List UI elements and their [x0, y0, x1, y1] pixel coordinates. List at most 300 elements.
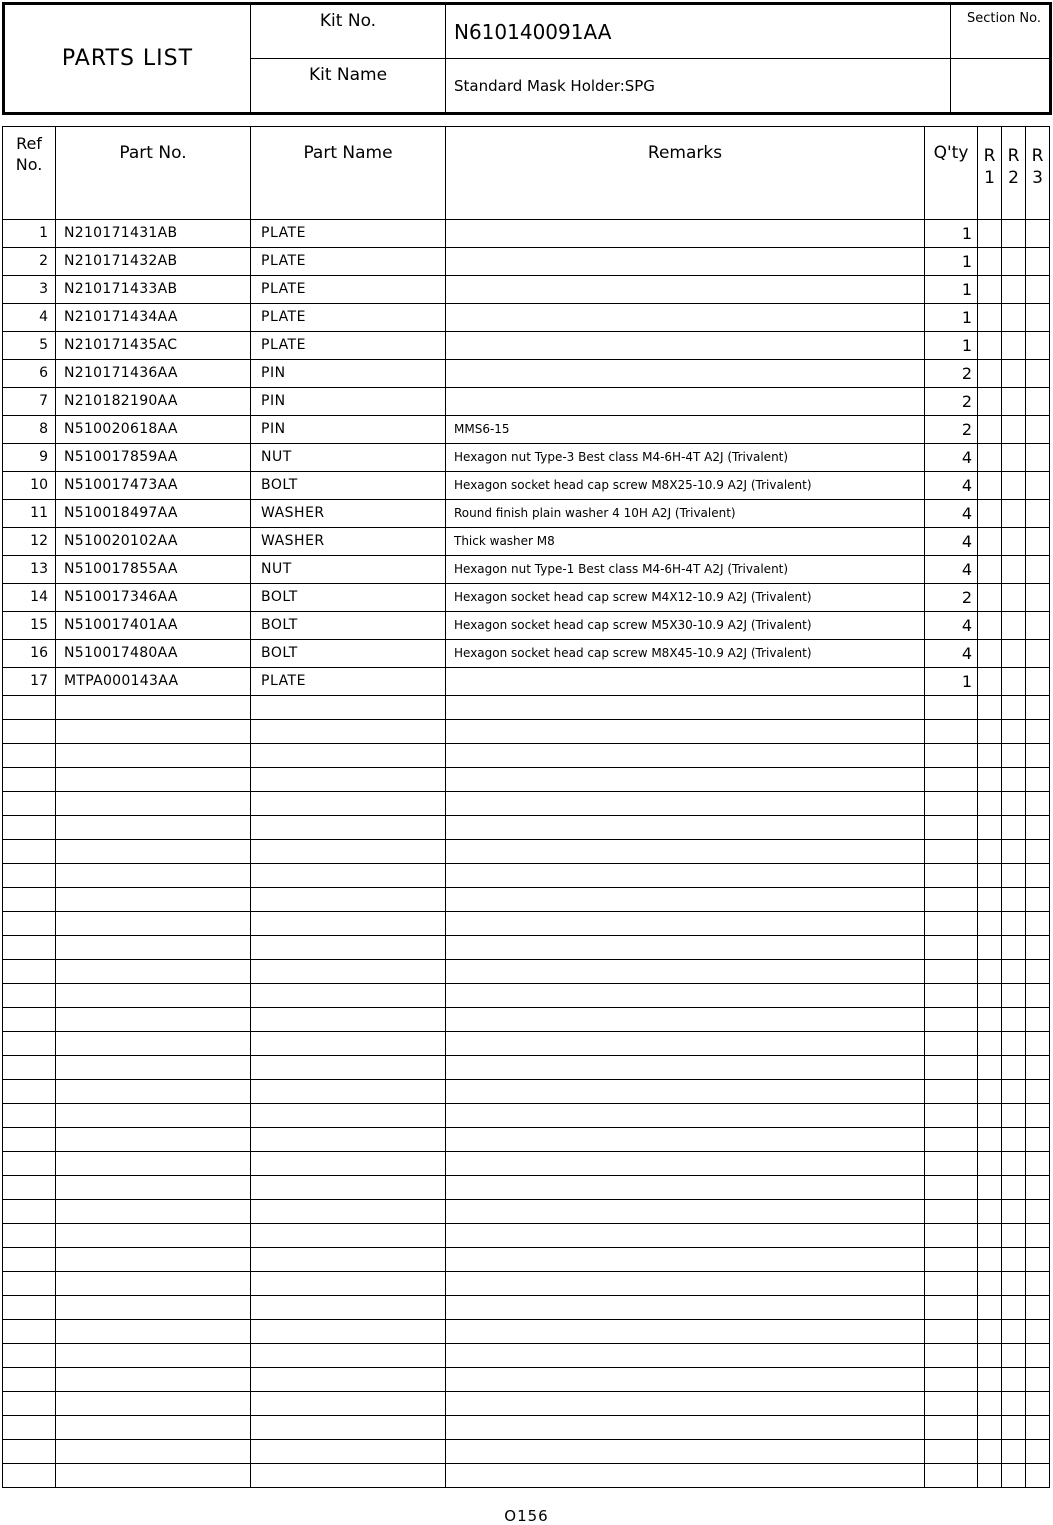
col-header-ref-no: [3, 127, 56, 220]
cell-part-no: [56, 1464, 251, 1488]
cell-part-name: [251, 792, 446, 816]
empty-table-row: [3, 720, 1050, 744]
cell-r3: [1026, 1224, 1050, 1248]
cell-remarks: Hexagon socket head cap screw M4X12-10.9 A2J (Trivalent): [446, 584, 925, 612]
cell-remarks: Thick washer M8: [446, 528, 925, 556]
cell-r1: [978, 360, 1002, 388]
cell-qty: [925, 1152, 978, 1176]
cell-ref-no: 8: [3, 416, 56, 444]
cell-remarks: [446, 248, 925, 276]
cell-r2: [1002, 936, 1026, 960]
cell-part-no: N210171432AB: [56, 248, 251, 276]
cell-part-name: [251, 960, 446, 984]
empty-table-row: [3, 792, 1050, 816]
cell-part-name: [251, 984, 446, 1008]
cell-part-name: NUT: [251, 444, 446, 472]
cell-r3: [1026, 1152, 1050, 1176]
cell-remarks: [446, 912, 925, 936]
cell-ref-no: [3, 792, 56, 816]
cell-r2: [1002, 640, 1026, 668]
col-header-qty: Q'ty: [925, 127, 978, 220]
cell-part-no: [56, 1104, 251, 1128]
cell-ref-no: [3, 1272, 56, 1296]
col-header-r2-a: R: [1007, 146, 1020, 166]
table-row: [3, 332, 1050, 360]
cell-part-no: N210171434AA: [56, 304, 251, 332]
cell-ref-no: [3, 936, 56, 960]
cell-r1: [978, 276, 1002, 304]
cell-ref-no: [3, 1248, 56, 1272]
cell-r3: [1026, 1128, 1050, 1152]
cell-remarks: [446, 220, 925, 248]
cell-part-name: [251, 1248, 446, 1272]
cell-r1: [978, 248, 1002, 276]
cell-qty: [925, 1320, 978, 1344]
cell-r2: [1002, 1176, 1026, 1200]
cell-r1: [978, 1224, 1002, 1248]
cell-ref-no: [3, 816, 56, 840]
table-row: [3, 304, 1050, 332]
cell-part-name: [251, 1080, 446, 1104]
cell-part-no: [56, 1368, 251, 1392]
cell-ref-no: [3, 1416, 56, 1440]
cell-r1: [978, 1392, 1002, 1416]
cell-part-no: [56, 936, 251, 960]
cell-r3: [1026, 1200, 1050, 1224]
cell-qty: [925, 936, 978, 960]
col-header-r3-a: R: [1031, 146, 1044, 166]
cell-remarks: [446, 744, 925, 768]
cell-part-name: [251, 1464, 446, 1488]
cell-part-name: [251, 696, 446, 720]
cell-r1: [978, 1200, 1002, 1224]
cell-ref-no: 9: [3, 444, 56, 472]
cell-r1: [978, 388, 1002, 416]
empty-table-row: [3, 1080, 1050, 1104]
cell-remarks: [446, 1272, 925, 1296]
cell-ref-no: [3, 1440, 56, 1464]
cell-ref-no: [3, 1296, 56, 1320]
empty-table-row: [3, 888, 1050, 912]
empty-table-row: [3, 1416, 1050, 1440]
cell-r1: [978, 500, 1002, 528]
cell-r3: [1026, 744, 1050, 768]
cell-remarks: [446, 1056, 925, 1080]
cell-qty: [925, 696, 978, 720]
cell-r3: [1026, 1008, 1050, 1032]
cell-ref-no: [3, 1464, 56, 1488]
col-header-part-name: Part Name: [251, 127, 446, 220]
cell-r1: [978, 1296, 1002, 1320]
cell-r2: [1002, 1272, 1026, 1296]
col-header-r1-a: R: [983, 146, 996, 166]
cell-r2: [1002, 768, 1026, 792]
empty-table-row: [3, 840, 1050, 864]
cell-r2: [1002, 1296, 1026, 1320]
cell-r2: [1002, 1248, 1026, 1272]
cell-remarks: [446, 1464, 925, 1488]
cell-r1: [978, 696, 1002, 720]
empty-table-row: [3, 744, 1050, 768]
cell-qty: [925, 816, 978, 840]
cell-r2: [1002, 1416, 1026, 1440]
cell-r1: [978, 1032, 1002, 1056]
cell-qty: 1: [925, 332, 978, 360]
cell-ref-no: 17: [3, 668, 56, 696]
cell-qty: 2: [925, 360, 978, 388]
cell-r3: [1026, 768, 1050, 792]
cell-ref-no: 4: [3, 304, 56, 332]
cell-qty: [925, 1440, 978, 1464]
cell-r3: [1026, 840, 1050, 864]
cell-part-name: [251, 1008, 446, 1032]
cell-r2: [1002, 304, 1026, 332]
cell-qty: [925, 1104, 978, 1128]
cell-r1: [978, 888, 1002, 912]
cell-r2: [1002, 416, 1026, 444]
cell-r2: [1002, 1392, 1026, 1416]
cell-qty: [925, 744, 978, 768]
cell-qty: [925, 1080, 978, 1104]
table-row: [3, 528, 1050, 556]
cell-part-no: [56, 1440, 251, 1464]
cell-ref-no: 7: [3, 388, 56, 416]
cell-part-name: PLATE: [251, 220, 446, 248]
cell-part-no: MTPA000143AA: [56, 668, 251, 696]
cell-part-name: [251, 864, 446, 888]
cell-r3: [1026, 472, 1050, 500]
section-no-label: Section No.: [951, 4, 1051, 59]
cell-remarks: [446, 960, 925, 984]
cell-remarks: [446, 720, 925, 744]
table-row: [3, 668, 1050, 696]
cell-part-name: PLATE: [251, 332, 446, 360]
empty-table-row: [3, 1224, 1050, 1248]
empty-table-row: [3, 912, 1050, 936]
cell-r1: [978, 612, 1002, 640]
cell-part-no: [56, 696, 251, 720]
cell-ref-no: 11: [3, 500, 56, 528]
col-header-r2: [1002, 127, 1026, 220]
empty-table-row: [3, 1272, 1050, 1296]
cell-part-no: [56, 864, 251, 888]
cell-part-name: [251, 816, 446, 840]
cell-remarks: Hexagon socket head cap screw M8X45-10.9 A2J (Trivalent): [446, 640, 925, 668]
col-header-remarks: Remarks: [446, 127, 925, 220]
cell-part-no: [56, 1248, 251, 1272]
parts-table-body: [3, 220, 1050, 1488]
cell-ref-no: 13: [3, 556, 56, 584]
cell-remarks: [446, 276, 925, 304]
cell-qty: 4: [925, 472, 978, 500]
cell-qty: 4: [925, 612, 978, 640]
cell-part-name: NUT: [251, 556, 446, 584]
cell-ref-no: [3, 1224, 56, 1248]
cell-r3: [1026, 668, 1050, 696]
cell-remarks: [446, 1224, 925, 1248]
cell-r1: [978, 220, 1002, 248]
cell-r2: [1002, 444, 1026, 472]
cell-r3: [1026, 388, 1050, 416]
cell-ref-no: [3, 744, 56, 768]
cell-remarks: [446, 1368, 925, 1392]
cell-r3: [1026, 1056, 1050, 1080]
cell-qty: [925, 864, 978, 888]
cell-part-name: [251, 1056, 446, 1080]
section-no-value: [951, 59, 1051, 114]
cell-ref-no: [3, 1056, 56, 1080]
empty-table-row: [3, 696, 1050, 720]
cell-r3: [1026, 1080, 1050, 1104]
empty-table-row: [3, 1032, 1050, 1056]
cell-remarks: [446, 984, 925, 1008]
cell-r2: [1002, 744, 1026, 768]
cell-remarks: Hexagon socket head cap screw M5X30-10.9 A2J (Trivalent): [446, 612, 925, 640]
cell-part-no: [56, 1032, 251, 1056]
cell-r1: [978, 1368, 1002, 1392]
cell-remarks: [446, 1008, 925, 1032]
cell-r1: [978, 1152, 1002, 1176]
kit-no-label: Kit No.: [251, 4, 446, 59]
cell-qty: [925, 960, 978, 984]
page-number: O156: [504, 1507, 549, 1525]
cell-part-name: [251, 1224, 446, 1248]
cell-remarks: [446, 668, 925, 696]
cell-remarks: [446, 1176, 925, 1200]
cell-remarks: [446, 360, 925, 388]
cell-qty: [925, 720, 978, 744]
cell-r1: [978, 556, 1002, 584]
cell-r2: [1002, 584, 1026, 612]
cell-qty: [925, 1200, 978, 1224]
cell-remarks: [446, 1392, 925, 1416]
cell-remarks: [446, 888, 925, 912]
cell-qty: [925, 912, 978, 936]
cell-r3: [1026, 816, 1050, 840]
cell-r1: [978, 304, 1002, 332]
table-header-row: [3, 127, 1050, 220]
cell-remarks: [446, 840, 925, 864]
cell-qty: 4: [925, 500, 978, 528]
cell-r1: [978, 1440, 1002, 1464]
cell-remarks: [446, 1200, 925, 1224]
cell-r3: [1026, 528, 1050, 556]
cell-r3: [1026, 276, 1050, 304]
cell-ref-no: 15: [3, 612, 56, 640]
empty-table-row: [3, 816, 1050, 840]
cell-r1: [978, 912, 1002, 936]
cell-qty: 4: [925, 444, 978, 472]
cell-r3: [1026, 332, 1050, 360]
cell-ref-no: 12: [3, 528, 56, 556]
cell-r1: [978, 864, 1002, 888]
cell-part-name: [251, 1416, 446, 1440]
cell-r1: [978, 332, 1002, 360]
cell-part-name: PLATE: [251, 248, 446, 276]
cell-qty: [925, 1056, 978, 1080]
cell-part-no: N210171431AB: [56, 220, 251, 248]
empty-table-row: [3, 984, 1050, 1008]
cell-r3: [1026, 1272, 1050, 1296]
table-row: [3, 248, 1050, 276]
cell-part-name: BOLT: [251, 640, 446, 668]
document-title: PARTS LIST: [4, 4, 251, 114]
cell-r3: [1026, 1464, 1050, 1488]
kit-no-value: N610140091AA: [446, 4, 951, 59]
cell-ref-no: [3, 720, 56, 744]
cell-r2: [1002, 888, 1026, 912]
cell-part-name: [251, 1032, 446, 1056]
parts-table: [2, 126, 1050, 1488]
cell-part-name: PLATE: [251, 276, 446, 304]
cell-r1: [978, 792, 1002, 816]
cell-qty: 2: [925, 416, 978, 444]
cell-r3: [1026, 1248, 1050, 1272]
kit-name-label: Kit Name: [251, 59, 446, 114]
cell-part-no: [56, 1320, 251, 1344]
cell-ref-no: [3, 960, 56, 984]
table-row: [3, 276, 1050, 304]
cell-ref-no: [3, 1392, 56, 1416]
cell-r1: [978, 472, 1002, 500]
cell-remarks: [446, 864, 925, 888]
cell-r2: [1002, 1464, 1026, 1488]
cell-r3: [1026, 612, 1050, 640]
cell-part-no: [56, 1416, 251, 1440]
cell-qty: [925, 1392, 978, 1416]
cell-part-name: [251, 912, 446, 936]
cell-remarks: [446, 1320, 925, 1344]
cell-part-no: N510018497AA: [56, 500, 251, 528]
cell-r2: [1002, 1128, 1026, 1152]
cell-qty: [925, 1464, 978, 1488]
cell-part-no: [56, 1200, 251, 1224]
cell-part-name: WASHER: [251, 528, 446, 556]
table-row: [3, 612, 1050, 640]
cell-r2: [1002, 912, 1026, 936]
cell-qty: 1: [925, 304, 978, 332]
cell-r3: [1026, 304, 1050, 332]
cell-r2: [1002, 276, 1026, 304]
cell-qty: [925, 1128, 978, 1152]
cell-qty: [925, 1176, 978, 1200]
cell-ref-no: [3, 1104, 56, 1128]
cell-part-no: [56, 960, 251, 984]
cell-part-no: [56, 1008, 251, 1032]
cell-remarks: [446, 1080, 925, 1104]
col-header-r1-b: 1: [984, 168, 995, 188]
cell-r2: [1002, 696, 1026, 720]
cell-r2: [1002, 864, 1026, 888]
cell-r3: [1026, 912, 1050, 936]
cell-part-name: BOLT: [251, 472, 446, 500]
cell-ref-no: [3, 1368, 56, 1392]
cell-remarks: [446, 816, 925, 840]
col-header-r3: [1026, 127, 1050, 220]
cell-qty: [925, 984, 978, 1008]
cell-r1: [978, 528, 1002, 556]
cell-r3: [1026, 888, 1050, 912]
empty-table-row: [3, 1296, 1050, 1320]
cell-remarks: [446, 696, 925, 720]
cell-r2: [1002, 612, 1026, 640]
cell-r1: [978, 1248, 1002, 1272]
cell-r3: [1026, 696, 1050, 720]
cell-r3: [1026, 500, 1050, 528]
cell-r3: [1026, 1104, 1050, 1128]
cell-ref-no: 6: [3, 360, 56, 388]
cell-r1: [978, 1272, 1002, 1296]
cell-part-no: [56, 1176, 251, 1200]
cell-r2: [1002, 720, 1026, 744]
empty-table-row: [3, 1104, 1050, 1128]
cell-remarks: Hexagon nut Type-1 Best class M4-6H-4T A2J (Trivalent): [446, 556, 925, 584]
cell-part-name: BOLT: [251, 612, 446, 640]
cell-r1: [978, 1104, 1002, 1128]
cell-r1: [978, 960, 1002, 984]
cell-part-no: [56, 720, 251, 744]
cell-part-name: PIN: [251, 360, 446, 388]
cell-r1: [978, 768, 1002, 792]
cell-part-no: [56, 1272, 251, 1296]
cell-r1: [978, 1416, 1002, 1440]
empty-table-row: [3, 864, 1050, 888]
cell-part-name: PLATE: [251, 304, 446, 332]
cell-qty: [925, 840, 978, 864]
cell-part-no: [56, 1296, 251, 1320]
cell-remarks: MMS6-15: [446, 416, 925, 444]
cell-part-no: [56, 1224, 251, 1248]
cell-part-no: N510017401AA: [56, 612, 251, 640]
cell-ref-no: 3: [3, 276, 56, 304]
cell-ref-no: [3, 888, 56, 912]
cell-r3: [1026, 248, 1050, 276]
cell-part-name: [251, 1296, 446, 1320]
parts-list-header: [2, 2, 1052, 115]
cell-r1: [978, 1008, 1002, 1032]
cell-r2: [1002, 1104, 1026, 1128]
cell-r3: [1026, 1176, 1050, 1200]
cell-r2: [1002, 1008, 1026, 1032]
cell-r1: [978, 816, 1002, 840]
table-row: [3, 640, 1050, 668]
empty-table-row: [3, 1344, 1050, 1368]
cell-r2: [1002, 1152, 1026, 1176]
cell-remarks: [446, 1032, 925, 1056]
cell-r1: [978, 840, 1002, 864]
table-row: [3, 360, 1050, 388]
cell-r3: [1026, 640, 1050, 668]
cell-remarks: [446, 1128, 925, 1152]
cell-part-name: PIN: [251, 416, 446, 444]
cell-ref-no: [3, 1320, 56, 1344]
cell-r1: [978, 668, 1002, 696]
cell-qty: [925, 1272, 978, 1296]
cell-r3: [1026, 1320, 1050, 1344]
cell-part-name: [251, 1200, 446, 1224]
cell-ref-no: 1: [3, 220, 56, 248]
cell-remarks: [446, 1344, 925, 1368]
cell-qty: 1: [925, 220, 978, 248]
col-header-r3-b: 3: [1032, 168, 1043, 188]
cell-r3: [1026, 1392, 1050, 1416]
col-header-part-no: Part No.: [56, 127, 251, 220]
cell-ref-no: 16: [3, 640, 56, 668]
empty-table-row: [3, 1248, 1050, 1272]
empty-table-row: [3, 1200, 1050, 1224]
cell-r2: [1002, 1344, 1026, 1368]
cell-part-name: [251, 1272, 446, 1296]
